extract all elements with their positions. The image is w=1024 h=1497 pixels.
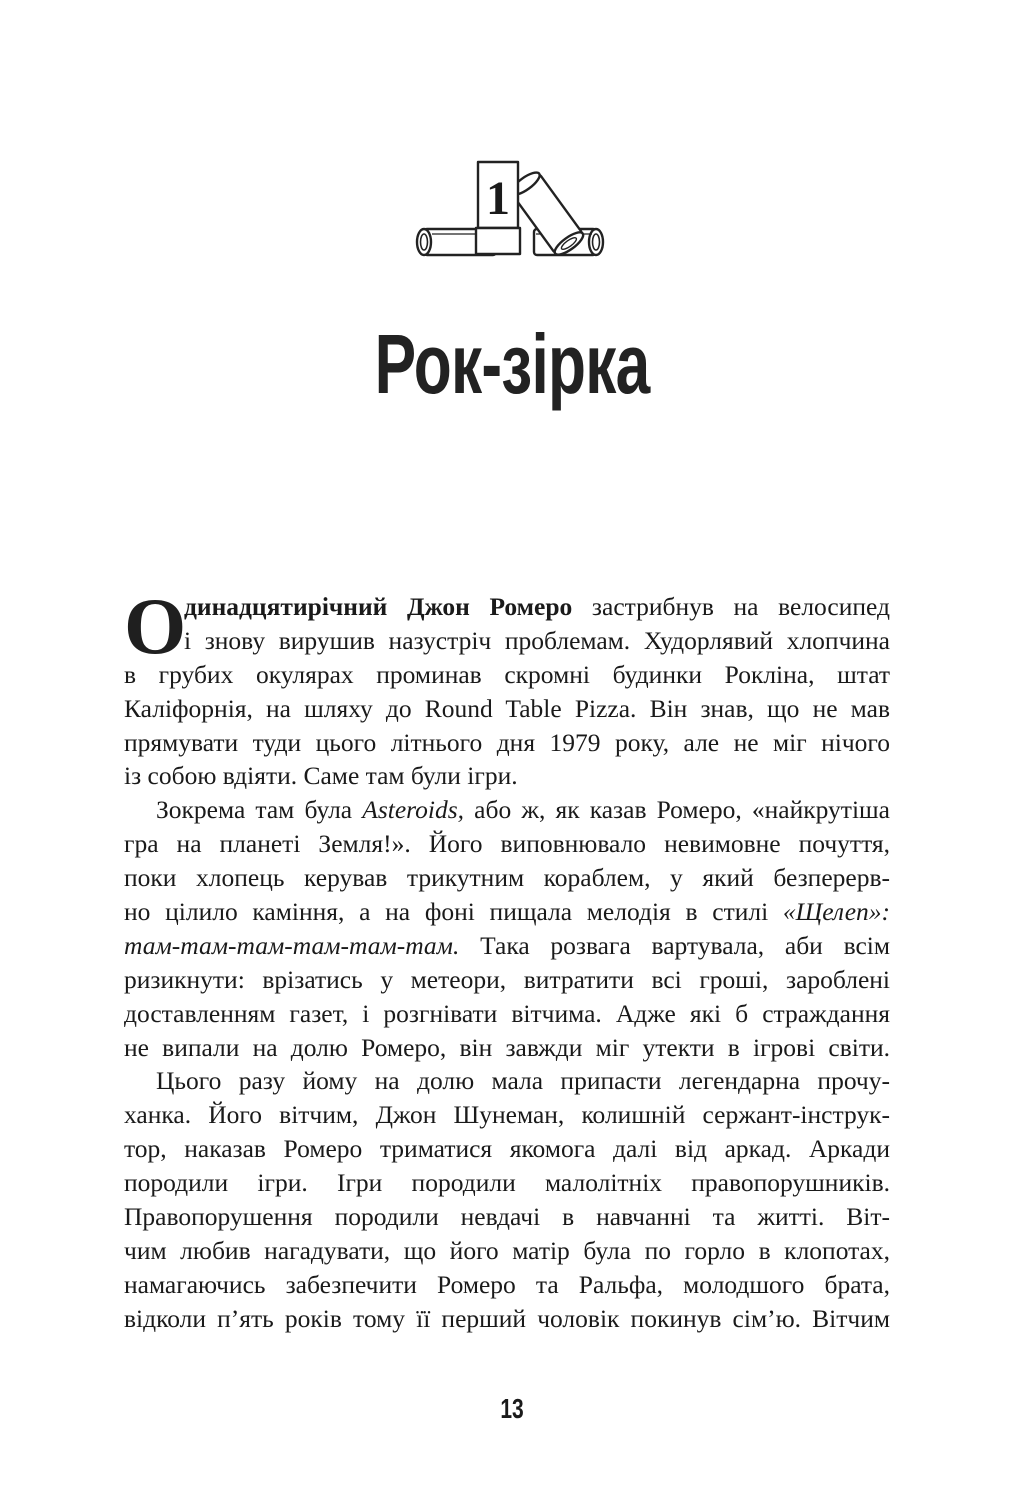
- chapter-number: 1: [486, 172, 510, 225]
- paragraph-2-line: но цілило каміння, а на фоні пищала мелодія в стилі «Щелеп»:: [124, 897, 890, 927]
- paragraph-2-line: не випали на долю Ромеро, він завжди міг утекти в ігрові світи.: [124, 1032, 890, 1062]
- lead-in-bold: динадцятирічний Джон Ромеро: [184, 592, 573, 621]
- paragraph-3-line: ханка. Його вітчим, Джон Шунеман, колишній сержант-інструк-: [124, 1100, 890, 1130]
- paragraph-1-line-1: О динадцятирічний Джон Ромеро застрибнув на велосипед: [124, 583, 891, 671]
- paragraph-2-line: ризикнути: врізатись у метеори, витратити всі гроші, зароблені: [124, 964, 890, 994]
- paragraph-3-line: Цього разу йому на долю мала припасти легендарна прочу-: [156, 1066, 890, 1096]
- drop-cap: О: [124, 583, 187, 671]
- paragraph-3-line: намагаючись забезпечити Ромеро та Ральфа, молодшого брата,: [124, 1269, 890, 1299]
- paragraph-3-line: породили ігри. Ігри породили малолітніх правопорушників.: [124, 1168, 890, 1198]
- page-number: 13: [500, 1393, 524, 1424]
- paragraph-2-line: гра на планеті Земля!». Його виповнювало невимовне почуття,: [124, 829, 890, 859]
- paragraph-1-line: із собою вдіяти. Саме там були ігри.: [124, 761, 518, 791]
- paragraph-1-line: і знову вирушив назустріч проблемам. Худорлявий хлопчина: [184, 625, 890, 655]
- paragraph-2-line: доставленням газет, і розгнівати вітчима. Адже які б страждання: [124, 998, 890, 1028]
- paragraph-3-line: Правопорушення породили невдачі в навчанні та житті. Віт-: [124, 1202, 890, 1232]
- paragraph-1-line: прямувати туди цього літнього дня 1979 року, але не міг нічого: [124, 727, 890, 757]
- paragraph-1-line: в грубих окулярах проминав скромні будинки Рокліна, штат: [124, 659, 890, 689]
- paragraph-3-line: відколи п’ять років тому її перший чоловік покинув сім’ю. Вітчим: [124, 1303, 890, 1333]
- paragraph-2-line: поки хлопець керував трикутним кораблем, у який безперерв-: [124, 863, 890, 893]
- paragraph-2-line: там-там-там-там-там-там. Така розвага вартувала, аби всім: [124, 930, 890, 960]
- chapter-emblem-icon: [410, 158, 610, 263]
- paragraph-2-line: Зокрема там була Asteroids, або ж, як казав Ромеро, «найкрутіша: [156, 795, 890, 825]
- paragraph-3-line: чим любив нагадувати, що його матір була по горло в клопотах,: [124, 1235, 890, 1265]
- paragraph-3-line: тор, наказав Ромеро триматися якомога далі від аркад. Аркади: [124, 1134, 890, 1164]
- body-text: [124, 583, 891, 1336]
- chapter-title: Рок-зірка: [374, 317, 650, 411]
- paragraph-1-line: Каліфорнія, на шляху до Round Table Pizza. Він знав, що не мав: [124, 693, 890, 723]
